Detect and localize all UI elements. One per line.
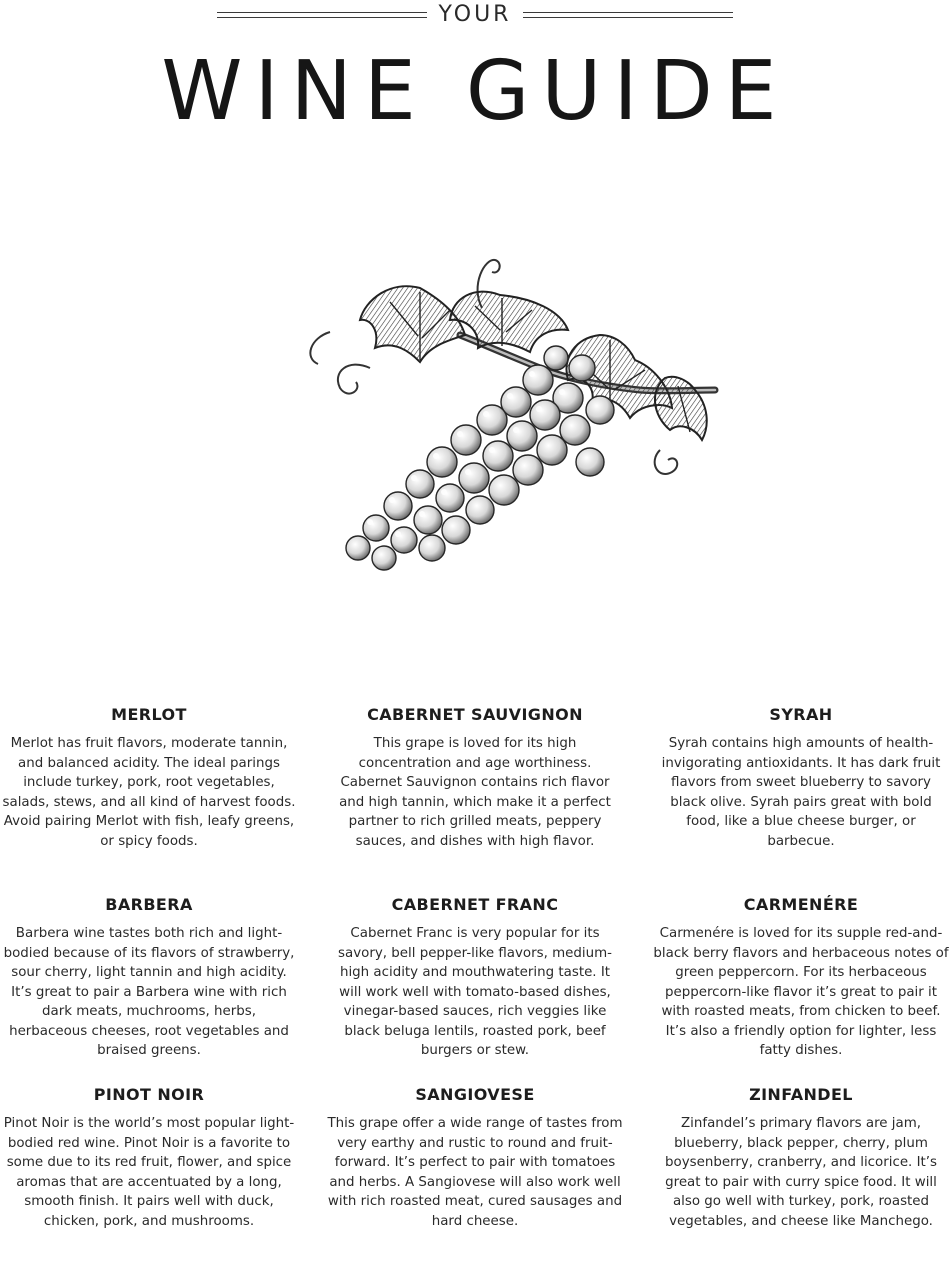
wine-name: SYRAH: [769, 705, 833, 724]
poster-header: [0, 0, 950, 150]
wine-description: Syrah contains high amounts of health-invigorating antioxidants. It has dark fruit flavors from sweet blueberry to savory black olive. Syrah pairs great with bold food, like a blue cheese burger, or barbecue.: [661, 736, 941, 849]
wine-description: Barbera wine tastes both rich and light-bodied because of its flavors of strawberry, sour cherry, light tannin and high acidity. It’s great to pair a Barbera wine with rich dark meats, muchrooms, herbs, herbaceous cheeses, root vegetables and braised greens.: [3, 926, 295, 1058]
header-kicker: YOUR: [438, 2, 512, 27]
wine-description: Merlot has fruit flavors, moderate tannin, and balanced acidity. The ideal parings include turkey, pork, root vegetables, salads, stews, and all kind of harvest foods. Avoid pairing Merlot with fish, leafy greens, or spicy foods.: [2, 736, 296, 849]
wine-card-syrah: [653, 704, 949, 864]
wine-name: CABERNET SAUVIGNON: [367, 705, 583, 724]
wine-description: This grape offer a wide range of tastes from very earthy and rustic to round and fruit-forward. It’s perfect to pair with tomatoes and herbs. A Sangiovese will also work well with rich roasted meat, cured sausages and hard cheese.: [327, 1116, 623, 1229]
wine-description: Zinfandel’s primary flavors are jam, blueberry, black pepper, cherry, plum boysenberry, cranberry, and licorice. It’s great to pair with curry spice food. It will also go well with turkey, pork, roasted vegetables, and cheese like Manchego.: [665, 1116, 937, 1229]
wine-name: PINOT NOIR: [93, 1085, 205, 1104]
wine-name: CARMENÉRE: [743, 895, 859, 914]
wine-grid: [0, 704, 950, 1244]
wine-description: Cabernet Franc is very popular for its savory, bell pepper-like flavors, medium-high acidity and mouthwatering taste. It will work well with tomato-based dishes, vinegar-based sauces, rich veggies like black beluga lentils, roasted pork, beef burgers or stew.: [338, 926, 612, 1058]
wine-description: Carmenére is loved for its supple red-and-black berry flavors and herbaceous notes of green peppercorn. For its herbaceous peppercorn-like flavor it’s great to pair it with roasted meats, from chicken to beef. It’s also a friendly option for lighter, less fatty dishes.: [653, 926, 949, 1058]
wine-card-sangiovese: [327, 1084, 623, 1244]
page-title: WINE GUIDE: [161, 44, 789, 139]
wine-card-barbera: [1, 894, 297, 1058]
kicker-row: [0, 0, 950, 30]
decorative-double-line-left: [217, 12, 427, 18]
wine-description: Pinot Noir is the world’s most popular light-bodied red wine. Pinot Noir is a favorite to some due to its red fruit, flower, and spice aromas that are accentuated by a long, smooth finish. It pairs well with duck, chicken, pork, and mushrooms.: [3, 1116, 295, 1229]
wine-name: ZINFANDEL: [749, 1085, 853, 1104]
grape-bunch-icon: [270, 240, 740, 580]
wine-card-zinfandel: [653, 1084, 949, 1244]
wine-description: This grape is loved for its high concentration and age worthiness. Cabernet Sauvignon contains rich flavor and high tannin, which make it a perfect partner to rich grilled meats, peppery sauces, and dishes with high flavor.: [339, 736, 611, 849]
wine-card-pinot-noir: [1, 1084, 297, 1244]
wine-name: BARBERA: [105, 895, 193, 914]
wine-name: MERLOT: [111, 705, 187, 724]
wine-name: CABERNET FRANC: [391, 895, 559, 914]
wine-card-merlot: [1, 704, 297, 864]
wine-card-cabernet-sauvignon: [327, 704, 623, 864]
wine-name: SANGIOVESE: [415, 1085, 535, 1104]
decorative-double-line-right: [523, 12, 733, 18]
wine-card-cabernet-franc: [327, 894, 623, 1058]
wine-card-carmenere: [653, 894, 949, 1058]
